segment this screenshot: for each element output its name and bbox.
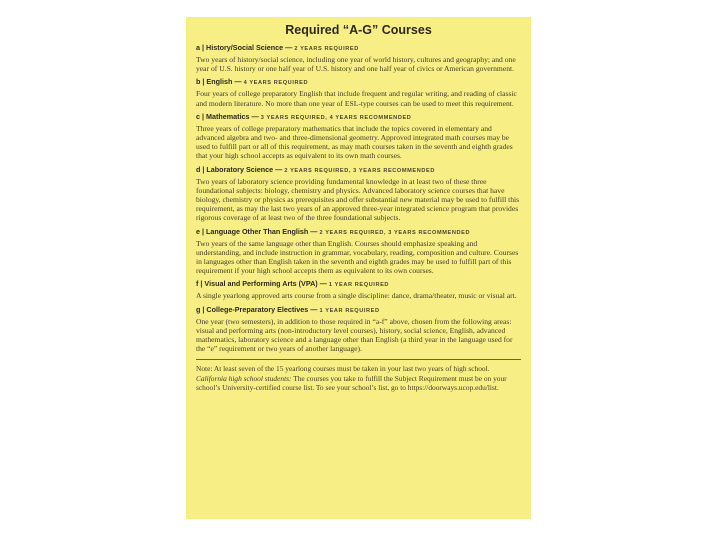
section-heading [196,43,521,54]
section-name: College-Preparatory Electives — [206,304,318,314]
footnote-italic: California high school students: [196,373,292,383]
section-heading [196,305,521,316]
section-name: Laboratory Science — [206,164,283,174]
section-heading [196,112,521,123]
section-requirement: 1 YEAR REQUIRED [319,307,380,314]
footnote [196,364,521,392]
section-description: Two years of the same language other than English. Courses should emphasize speaking and understanding, and include instruction in grammar, vocabulary, reading, composition and culture. Courses in languages other than English taken in the seventh and eighth grades may be used to fulfill part of this requirement if your high school accepts them as equivalent to its own courses. [196,238,519,276]
course-requirements-sheet [186,17,531,519]
sections-list [196,43,521,353]
page-title: Required “A-G” Courses [285,23,432,37]
section-description: One year (two semesters), in addition to those required in “a-f” above, chosen from the following areas: visual and performing arts (non-introductory level courses), history, social science, English, advanced mathematics, laboratory science and a language other than English (a third year in the language used for the “e” requirement or two years of another language). [196,316,513,354]
section-requirement: 4 YEARS REQUIRED [243,80,309,87]
section-heading [196,77,521,88]
section-name: History/Social Science — [206,43,293,52]
requirement-section [196,43,521,73]
requirement-section [196,165,521,223]
divider [196,359,521,360]
section-requirement: 2 YEARS REQUIRED, 3 YEARS RECOMMENDED [284,167,435,174]
requirement-section [196,77,521,107]
section-description: Two years of laboratory science providing fundamental knowledge in at least two of these three foundational subjects: biology, chemistry and physics. Advanced laboratory science courses that have biology, chemistry or physics as prerequisites and offer substantial new material may be used to fulfill this requirement, as may the last two years of an approved three-year integrated science program that provides rigorous coverage of at least two of the three foundational subjects. [196,176,520,223]
section-letter: f | [196,279,203,289]
section-heading [196,227,521,238]
section-letter: a | [196,43,205,52]
requirement-section [196,279,521,300]
requirement-section [196,112,521,161]
section-letter: g | [196,304,205,314]
section-description: Four years of college preparatory English that include frequent and regular writing, and reading of classic and modern literature. No more than one year of ESL-type courses can be used to meet this requirement. [196,89,517,108]
section-name: English — [206,77,242,87]
section-name: Visual and Performing Arts (VPA) — [204,279,327,289]
section-heading [196,165,521,176]
section-letter: d | [196,164,205,174]
section-requirement: 3 YEARS REQUIRED, 4 YEARS RECOMMENDED [260,114,412,121]
footnote-text: Note: At least seven of the 15 yearlong courses must be taken in your last two years of high school. [196,364,490,374]
section-requirement: 2 YEARS REQUIRED [294,46,359,52]
requirement-section [196,227,521,276]
section-letter: e | [196,226,205,236]
section-heading [196,279,521,290]
section-requirement: 1 YEAR REQUIRED [328,282,390,289]
section-description: Three years of college preparatory mathematics that include the topics covered in elementary and advanced algebra and two- and three-dimensional geometry. Approved integrated math courses may be used to fulfill part or all of this requirement, as may math courses taken in the seventh and eighth grades that your high school accepts as equivalent to its own math courses. [196,123,513,161]
footnote-text-2: The courses you take to fulfill the Subject Requirement must be on your school’s University-certified course list. To see your school’s list, go to https://doorways.ucop.edu/list. [196,373,507,392]
section-name: Mathematics — [206,111,259,121]
requirement-section [196,305,521,354]
section-description: Two years of history/social science, including one year of world history, cultures and geography; and one year of U.S. history or one half year of U.S. history and one half year of civics or American government. [196,55,516,74]
section-description: A single yearlong approved arts course from a single discipline: dance, drama/theater, music or visual art. [196,291,517,301]
section-name: Language Other Than English — [206,226,318,236]
section-letter: b | [196,77,205,87]
section-letter: c | [196,111,205,121]
section-requirement: 2 YEARS REQUIRED, 3 YEARS RECOMMENDED [319,229,471,236]
